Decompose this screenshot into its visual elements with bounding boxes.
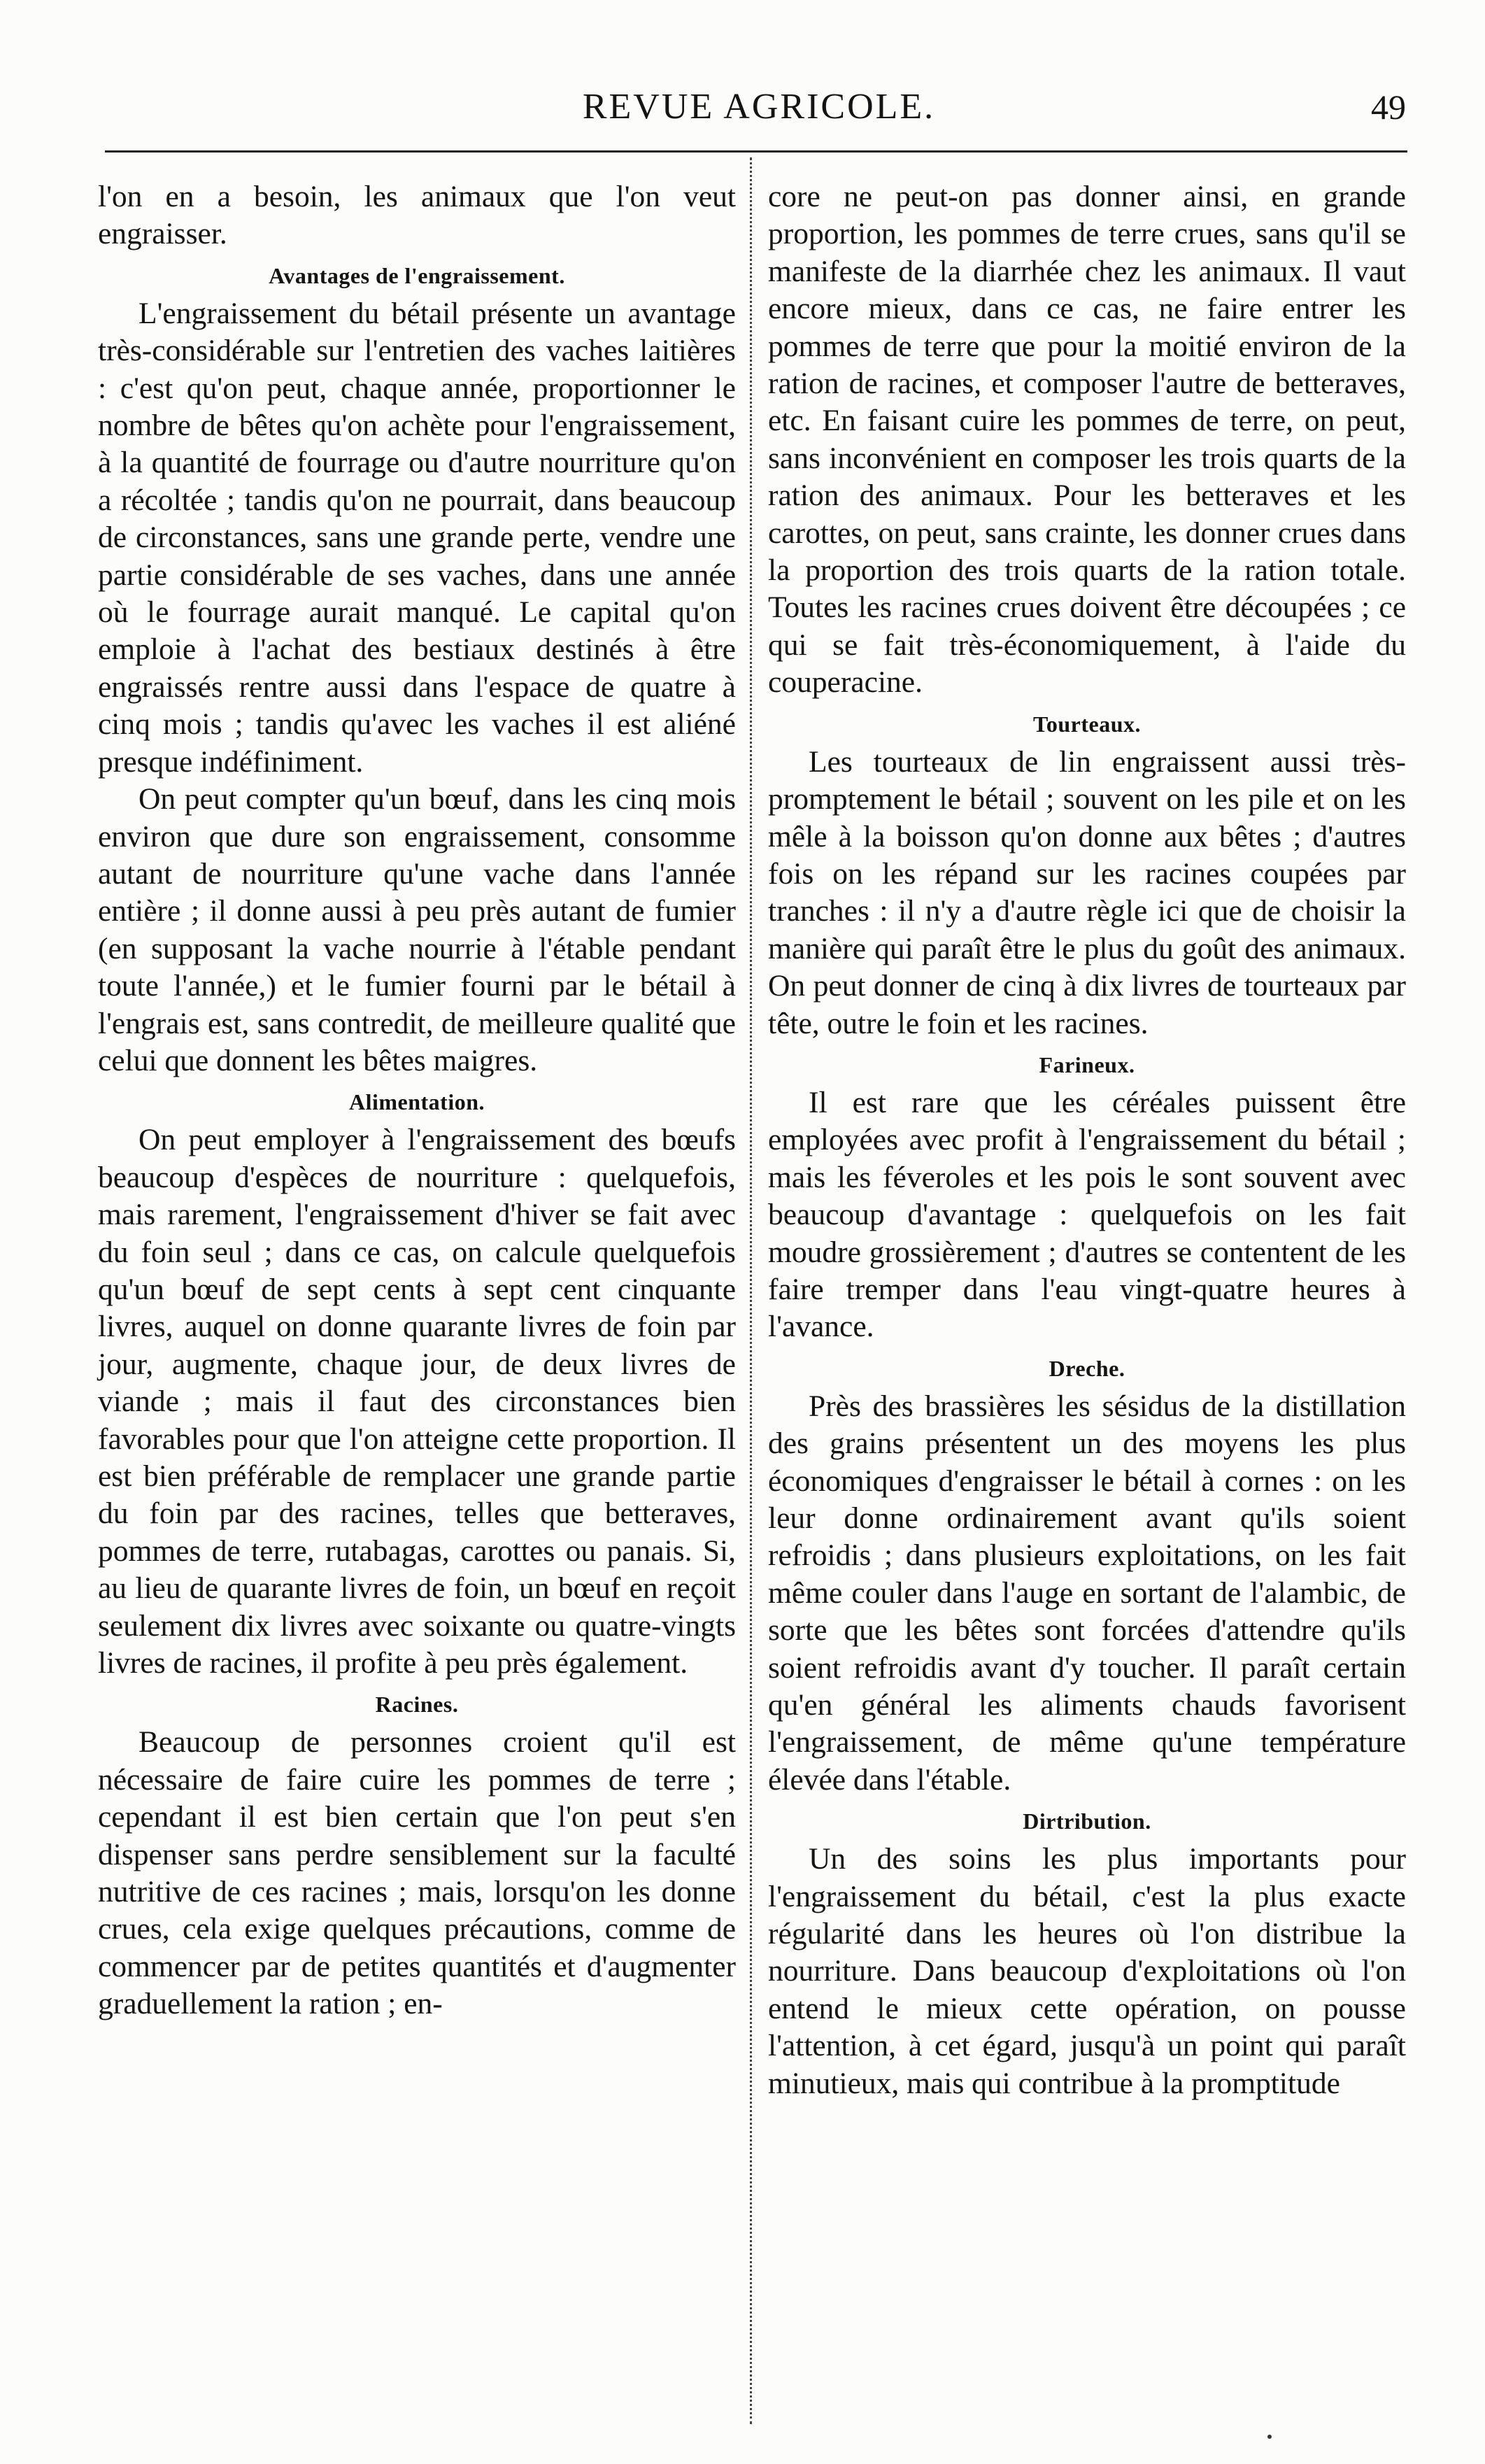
heading-dreche: Dreche.	[1049, 1355, 1125, 1381]
heading-avantages: Avantages de l'engraissement.	[269, 262, 565, 288]
paragraph-racines: Beaucoup de personnes croient qu'il est nécessaire de faire cuire les pommes de terre ; cependant il est bien certain que l'on peut s'en dispenser sans perdre sensiblement sur la faculté nutritive de ces racines ; mais, lorsqu'on les donne crues, cela exige quelques précautions, comme de commencer par de petites quantités et d'augmenter graduellement la ration ; en-	[98, 1725, 736, 2021]
header-rule	[105, 150, 1407, 153]
paragraph-racines-continued: core ne peut-on pas donner ainsi, en grande proportion, les pommes de terre crues, sans qu'il se manifeste de la diarrhée chez les animaux. Il vaut encore mieux, dans ce cas, ne faire entrer les pommes de terre que pour la moitié environ de la ration de racines, et composer l'autre de betteraves, etc. En faisant cuire les pommes de terre, on peut, sans inconvénient en composer les trois quarts de la ration des animaux. Pour les betteraves et les carottes, on peut, sans crainte, les donner crues dans la proportion des trois quarts de la ration totale. Toutes les racines crues doivent être découpées ; ce qui se fait très-économiquement, à l'aide du couperacine.	[768, 180, 1406, 700]
paragraph-alimentation: On peut employer à l'engraissement des bœufs beaucoup d'espèces de nourriture : quelquefois, mais rarement, l'engraissement d'hiver se fait avec du foin seul ; dans ce cas, on calcule quelquefois qu'un bœuf de sept cents à sept cent cinquante livres, auquel on donne quarante livres de foin par jour, augmente, chaque jour, de deux livres de viande ; mais il faut des circonstances bien favorables pour que l'on atteigne cette proportion. Il est bien préférable de remplacer une grande partie du foin par des racines, telles que betteraves, pommes de terre, rutabagas, carottes ou panais. Si, au lieu de quarante livres de foin, un bœuf en reçoit seulement dix livres avec soixante ou quatre-vingts livres de racines, il profite à peu près également.	[98, 1123, 736, 1680]
paragraph-continued: l'on en a besoin, les animaux que l'on veut engraisser.	[98, 180, 736, 251]
right-column	[768, 178, 1406, 2102]
heading-alimentation: Alimentation.	[348, 1089, 485, 1115]
heading-distribution: Dirtribution.	[1023, 1808, 1151, 1834]
column-divider	[750, 157, 752, 2424]
running-head	[105, 83, 1413, 132]
paragraph-dreche: Près des brassières les sésidus de la distillation des grains présentent un des moyens les plus économiques d'engraisser le bétail à cornes : on les leur donne ordinairement avant qu'ils soient refroidis ; dans plusieurs exploitations, on les fait même couler dans l'auge en sortant de l'alambic, de sorte que les bêtes sont forcées d'attendre qu'ils soient refroidis avant d'y toucher. Il paraît certain qu'en général les aliments chauds favorisent l'engraissement, de même qu'une température élevée dans l'étable.	[768, 1389, 1406, 1797]
paragraph-tourteaux: Les tourteaux de lin engraissent aussi très-promptement le bétail ; souvent on les pile et on les mêle à la boisson qu'on donne aux bêtes ; d'autres fois on les répand sur les racines coupées par tranches : il n'y a d'autre règle ici que de choisir la manière qui paraît être le plus du goût des animaux. On peut donner de cinq à dix livres de tourteaux par tête, outre le foin et les racines.	[768, 744, 1406, 1040]
page-number: 49	[1371, 87, 1406, 127]
header-title: REVUE AGRICOLE.	[582, 87, 936, 127]
printer-mark	[1267, 2435, 1272, 2439]
paragraph-avantages-1: L'engraissement du bétail présente un avantage très-considérable sur l'entretien des vaches laitières : c'est qu'on peut, chaque année, proportionner le nombre de bêtes qu'on achète pour l'engraissement, à la quantité de fourrage ou d'autre nourriture qu'on a récoltée ; tandis qu'on ne pourrait, dans beaucoup de circonstances, sans une grande perte, vendre une partie considérable de ses vaches, dans une année où le fourrage aurait manqué. Le capital qu'on emploie à l'achat des bestiaux destinés à être engraissés rentre aussi dans l'espace de quatre à cinq mois ; tandis qu'avec les vaches il est aliéné presque indéfiniment.	[98, 296, 736, 779]
heading-racines: Racines.	[375, 1692, 459, 1718]
paragraph-avantages-2: On peut compter qu'un bœuf, dans les cinq mois environ que dure son engraissement, consomme autant de nourriture qu'une vache dans l'année entière ; il donne aussi à peu près autant de fumier (en supposant la vache nourrie à l'étable pendant toute l'année,) et le fumier fourni par le bétail à l'engrais est, sans contredit, de meilleure qualité que celui que donnent les bêtes maigres.	[98, 782, 736, 1077]
paragraph-farineux: Il est rare que les céréales puissent être employées avec profit à l'engraissement du bétail ; mais les féveroles et les pois le sont souvent avec beaucoup d'avantage : quelquefois on les fait moudre grossièrement ; d'autres se contentent de les faire tremper dans l'eau vingt-quatre heures à l'avance.	[768, 1085, 1406, 1344]
left-column	[98, 178, 736, 2023]
heading-farineux: Farineux.	[1039, 1052, 1135, 1077]
paragraph-distribution: Un des soins les plus importants pour l'engraissement du bétail, c'est la plus exacte régularité dans les heures où l'on distribue la nourriture. Dans beaucoup d'exploitations où l'on entend le mieux cette opération, on pousse l'attention, à cet égard, jusqu'à un point qui paraît minutieux, mais qui contribue à la promptitude	[768, 1842, 1406, 2100]
heading-tourteaux: Tourteaux.	[1032, 711, 1142, 737]
